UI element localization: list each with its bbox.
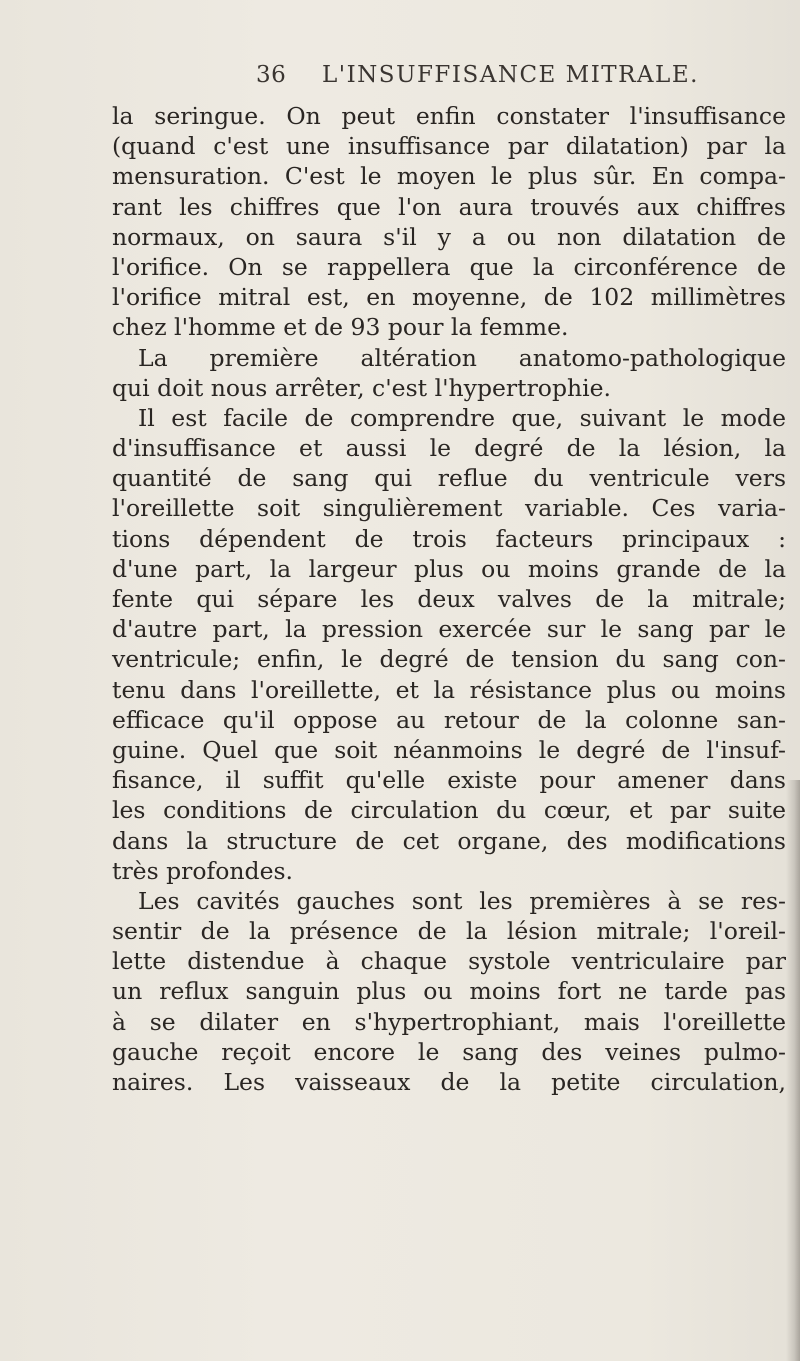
text-line: les conditions de circulation du cœur, et par suite [112, 796, 786, 825]
text-line: l'orifice. On se rappellera que la circonférence de [112, 252, 786, 281]
text-line: La première altération anatomo-pathologique [138, 343, 786, 372]
text-line: sentir de la présence de la lésion mitrale; l'oreil- [112, 917, 786, 946]
text-line: lette distendue à chaque systole ventriculaire par [112, 947, 786, 976]
text-line: Il est facile de comprendre que, suivant le mode [138, 403, 786, 432]
running-head [0, 62, 800, 92]
text-line: un reflux sanguin plus ou moins fort ne tarde pas [112, 977, 786, 1006]
body-text [112, 101, 799, 1097]
text-line: l'oreillette soit singulièrement variable. Ces varia- [112, 494, 786, 523]
text-line: efficace qu'il oppose au retour de la colonne san- [112, 705, 786, 734]
text-line: la seringue. On peut enfin constater l'insuffisance [112, 102, 786, 130]
page-number: 36 [256, 62, 287, 88]
text-line: Les cavités gauches sont les premières à se res- [138, 886, 786, 915]
text-line: d'insuffisance et aussi le degré de la lésion, la [112, 434, 786, 463]
text-line: tions dépendent de trois facteurs principaux : [112, 524, 786, 553]
text-line: normaux, on saura s'il y a ou non dilatation de [112, 222, 786, 251]
text-line: naires. Les vaisseaux de la petite circulation, [112, 1068, 786, 1096]
text-line: tenu dans l'oreillette, et la résistance plus ou moins [112, 675, 786, 704]
text-line: d'autre part, la pression exercée sur le sang par le [112, 615, 786, 644]
text-line: (quand c'est une insuffisance par dilatation) par la [112, 132, 786, 161]
text-line: très profondes. [112, 856, 294, 885]
text-line: dans la structure de cet organe, des modifications [112, 826, 786, 855]
text-line: fisance, il suffit qu'elle existe pour amener dans [112, 766, 786, 795]
text-line: mensuration. C'est le moyen le plus sûr. En compa- [112, 162, 786, 191]
text-line: fente qui sépare les deux valves de la mitrale; [112, 585, 786, 613]
text-line: rant les chiffres que l'on aura trouvés aux chiffres [112, 192, 786, 221]
text-line: l'orifice mitral est, en moyenne, de 102 millimètres [112, 283, 786, 312]
running-title: L'INSUFFISANCE MITRALE. [322, 62, 699, 88]
text-line: gauche reçoit encore le sang des veines pulmo- [112, 1037, 786, 1066]
text-line: quantité de sang qui reflue du ventricule vers [112, 464, 786, 493]
text-line: à se dilater en s'hypertrophiant, mais l'oreillette [112, 1007, 786, 1036]
text-line: d'une part, la largeur plus ou moins grande de la [112, 554, 786, 583]
text-line: qui doit nous arrêter, c'est l'hypertrophie. [112, 373, 612, 402]
text-line: guine. Quel que soit néanmoins le degré de l'insuf- [112, 735, 786, 764]
text-line: chez l'homme et de 93 pour la femme. [112, 313, 569, 342]
text-line: ventricule; enfin, le degré de tension du sang con- [112, 645, 786, 674]
